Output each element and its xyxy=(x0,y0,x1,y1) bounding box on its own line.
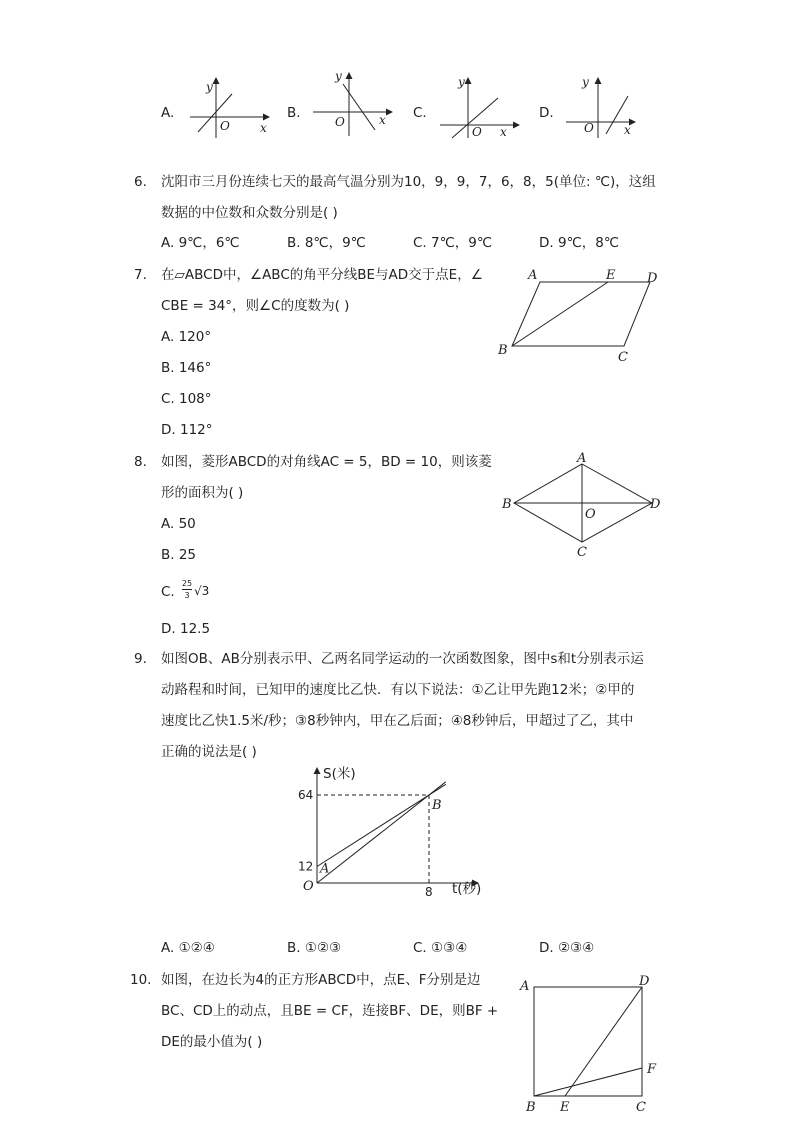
svg-text:y: y xyxy=(582,75,589,89)
q6-option-d: D. 9℃，8℃ xyxy=(539,235,619,251)
svg-text:A: A xyxy=(520,979,530,994)
svg-text:O: O xyxy=(472,125,482,139)
q7-option-d: D. 112° xyxy=(161,422,213,438)
y-axis-arrow xyxy=(314,767,321,774)
q10-stem-line-3: DE的最小值为( ) xyxy=(161,1034,263,1050)
q7-parallelogram-figure xyxy=(490,262,670,372)
svg-text:O: O xyxy=(220,119,230,133)
q7-stem-line-1: 在▱ABCD中，∠ABC的角平分线BE与AD交于点E，∠ xyxy=(161,267,483,283)
q6-stem-line-2: 数据的中位数和众数分别是( ) xyxy=(161,205,338,221)
q8-option-c: C. xyxy=(161,584,175,600)
q9-option-b: B. ①②③ xyxy=(287,940,342,956)
svg-text:C: C xyxy=(636,1100,646,1115)
svg-text:y: y xyxy=(206,80,213,94)
q6-option-a: A. 9℃，6℃ xyxy=(161,235,240,251)
svg-text:x: x xyxy=(379,113,386,127)
svg-text:O: O xyxy=(585,507,596,522)
x-tick-label-8: 8 xyxy=(425,885,433,899)
q8-option-c-fraction-bar xyxy=(182,589,192,590)
q7-option-a: A. 120° xyxy=(161,329,212,345)
q7-stem-line-2: CBE = 34°，则∠C的度数为( ) xyxy=(161,298,350,314)
q8-rhombus-figure xyxy=(498,450,668,562)
q8-option-c-denominator: 3 xyxy=(184,591,190,600)
q6-option-b: B. 8℃，9℃ xyxy=(287,235,366,251)
point-label-a: A xyxy=(320,861,330,877)
svg-text:O: O xyxy=(335,115,345,129)
svg-text:C: C xyxy=(618,350,628,365)
x-axis-label: t(秒) xyxy=(452,881,482,897)
svg-text:C: C xyxy=(577,545,587,560)
q8-stem-line-1: 如图，菱形ABCD的对角线AC = 5，BD = 10，则该菱 xyxy=(161,454,492,470)
y-axis-label: S(米) xyxy=(323,766,356,782)
svg-text:x: x xyxy=(500,125,507,139)
q5-graph-b xyxy=(309,66,397,138)
q6-number: 6. xyxy=(134,174,147,190)
q7-option-c: C. 108° xyxy=(161,391,212,407)
q5-option-d-label: D. xyxy=(539,105,554,121)
q8-stem-line-2: 形的面积为( ) xyxy=(161,485,244,501)
svg-text:B: B xyxy=(526,1100,536,1115)
q8-option-a: A. 50 xyxy=(161,516,196,532)
series-line-ab xyxy=(317,784,446,866)
svg-text:E: E xyxy=(606,268,616,283)
q10-stem-line-1: 如图，在边长为4的正方形ABCD中，点E、F分别是边 xyxy=(161,972,481,988)
y-tick-label-64: 64 xyxy=(298,788,314,802)
q6-stem-line-1: 沈阳市三月份连续七天的最高气温分别为10，9，9，7，6，8，5(单位: ℃)，这组 xyxy=(161,174,656,190)
svg-text:B: B xyxy=(502,497,512,512)
q9-stem-line-3: 速度比乙快1.5米/秒；③8秒钟内，甲在乙后面；④8秒钟后，甲超过了乙，其中 xyxy=(161,713,634,729)
q8-option-d: D. 12.5 xyxy=(161,621,211,637)
svg-text:y: y xyxy=(335,69,342,83)
svg-text:x: x xyxy=(624,123,631,137)
q5-graph-a xyxy=(184,72,272,140)
svg-text:F: F xyxy=(647,1062,657,1077)
svg-text:y: y xyxy=(458,75,465,89)
q8-option-b: B. 25 xyxy=(161,547,197,563)
q9-option-d: D. ②③④ xyxy=(539,940,595,956)
q9-option-c: C. ①③④ xyxy=(413,940,468,956)
origin-label: O xyxy=(303,879,314,894)
q10-number: 10. xyxy=(130,972,152,988)
svg-text:E: E xyxy=(560,1100,570,1115)
svg-text:B: B xyxy=(498,343,508,358)
svg-text:A: A xyxy=(528,268,538,283)
q9-distance-time-chart xyxy=(290,758,500,904)
svg-text:A: A xyxy=(577,451,587,466)
q7-number: 7. xyxy=(134,267,147,283)
q9-stem-line-1: 如图OB、AB分别表示甲、乙两名同学运动的一次函数图象，图中s和t分别表示运 xyxy=(161,651,644,667)
svg-text:D: D xyxy=(639,974,650,989)
point-label-b: B xyxy=(432,798,442,813)
q8-number: 8. xyxy=(134,454,147,470)
q7-option-b: B. 146° xyxy=(161,360,212,376)
q9-number: 9. xyxy=(134,651,147,667)
q5-option-b-label: B. xyxy=(287,105,301,121)
svg-text:D: D xyxy=(650,497,661,512)
y-tick-label-12: 12 xyxy=(298,859,314,874)
q9-stem-line-2: 动路程和时间，已知甲的速度比乙快．有以下说法：①乙让甲先跑12米；②甲的 xyxy=(161,682,635,698)
q8-option-c-radical: √3 xyxy=(194,584,210,598)
q10-square-figure xyxy=(516,970,666,1120)
q10-stem-line-2: BC、CD上的动点，且BE = CF，连接BF、DE，则BF + xyxy=(161,1003,499,1019)
svg-text:D: D xyxy=(647,271,658,286)
q8-option-c-numerator: 25 xyxy=(181,579,193,588)
q6-option-c: C. 7℃，9℃ xyxy=(413,235,493,251)
q5-option-a-label: A. xyxy=(161,105,175,121)
q5-option-c-label: C. xyxy=(413,105,427,121)
svg-text:x: x xyxy=(260,121,267,135)
q5-graph-c xyxy=(434,72,522,140)
q9-option-a: A. ①②④ xyxy=(161,940,215,956)
svg-text:O: O xyxy=(584,121,594,135)
q9-stem-line-4: 正确的说法是( ) xyxy=(161,744,257,760)
q5-graph-d xyxy=(562,72,650,140)
